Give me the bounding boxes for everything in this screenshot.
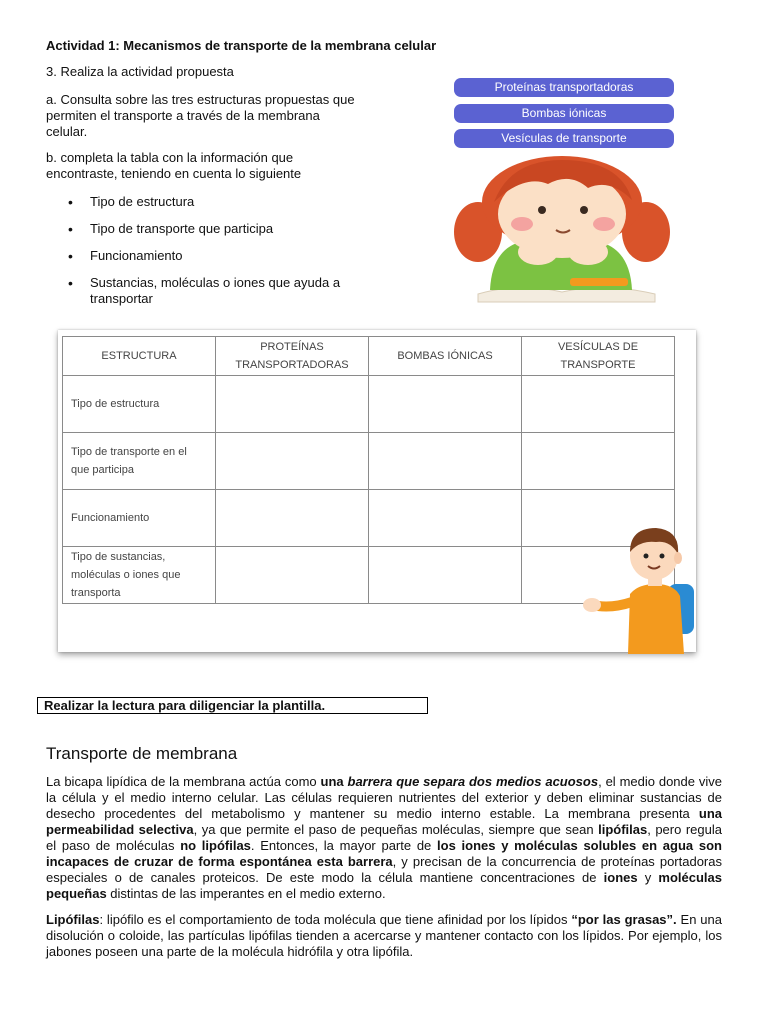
table-row [63, 433, 675, 490]
table-header: PROTEÍNAS TRANSPORTADORAS [216, 337, 369, 376]
criteria-item: • Tipo de transporte que participa [46, 221, 376, 237]
table-cell [216, 433, 369, 490]
table-header: VESÍCULAS DE TRANSPORTE [522, 337, 675, 376]
table-cell [369, 490, 522, 547]
criteria-item: • Funcionamiento [46, 248, 376, 264]
row-label: Funcionamiento [63, 490, 216, 547]
reading-instruction-box: Realizar la lectura para diligenciar la plantilla. [37, 697, 428, 714]
row-label: Tipo de estructura [63, 376, 216, 433]
criteria-item: • Sustancias, moléculas o iones que ayuda a transportar [46, 275, 376, 307]
item-a-text: a. Consulta sobre las tres estructuras propuestas que permiten el transporte a través de la membrana celular. [46, 92, 355, 139]
table-cell [216, 490, 369, 547]
table-header-row [63, 337, 675, 376]
activity-title: Actividad 1: Mecanismos de transporte de la membrana celular [46, 38, 437, 53]
table-cell [216, 547, 369, 604]
paragraph-lipofilas: Lipófilas: lipófilo es el comportamiento de toda molécula que tiene afinidad por los lípidos “por las grasas”. En una disolución o coloide, las partículas lipófilas tienden a acercarse y mantener contacto con los lípidos. Por ejemplo, los jabones poseen una parte de la molécula hidrófila y otra lipófila. [46, 912, 722, 959]
boy-pointing-illustration [578, 522, 698, 654]
criteria-list [46, 194, 376, 318]
item-b-text: b. completa la tabla con la información que encontraste, teniendo en cuenta lo siguiente [46, 150, 302, 181]
table-row [63, 376, 675, 433]
criteria-item: • Tipo de estructura [46, 194, 376, 210]
table-cell [369, 433, 522, 490]
pill-bombas: Bombas iónicas [454, 104, 674, 123]
table-cell [216, 376, 369, 433]
paragraph-transporte: La bicapa lipídica de la membrana actúa como una barrera que separa dos medios acuosos, el medio donde vive la célula y el medio interno celular. Las células requieren nutrientes del exterior y deben eliminar sustancias de desecho procedentes del metabolismo y mantener su medio interno estable. La membrana presenta una permeabilidad selectiva, ya que permite el paso de pequeñas moléculas, siempre que sean lipófilas, pero regula el paso de moléculas no lipófilas. Entonces, la mayor parte de los iones y moléculas solubles en agua son incapaces de cruzar de forma espontánea esta barrera, y precisan de la concurrencia de proteínas portadoras especiales o de canales proteicos. De este modo la célula mantiene concentraciones de iones y moléculas pequeñas distintas de las imperantes en el medio externo. [46, 774, 723, 901]
girl-reading-illustration [450, 154, 670, 306]
table-cell [369, 547, 522, 604]
row-label: Tipo de sustancias, moléculas o iones que transporta [63, 547, 216, 604]
table-cell [522, 433, 675, 490]
section-title: Transporte de membrana [46, 744, 238, 763]
pill-proteinas: Proteínas transportadoras [454, 78, 674, 97]
table-header: BOMBAS IÓNICAS [369, 337, 522, 376]
table-cell [369, 376, 522, 433]
pill-vesiculas: Vesículas de transporte [454, 129, 674, 148]
instruction-text: 3. Realiza la actividad propuesta [46, 64, 234, 79]
row-label: Tipo de transporte en el que participa [63, 433, 216, 490]
table-header: ESTRUCTURA [63, 337, 216, 376]
table-cell [522, 376, 675, 433]
